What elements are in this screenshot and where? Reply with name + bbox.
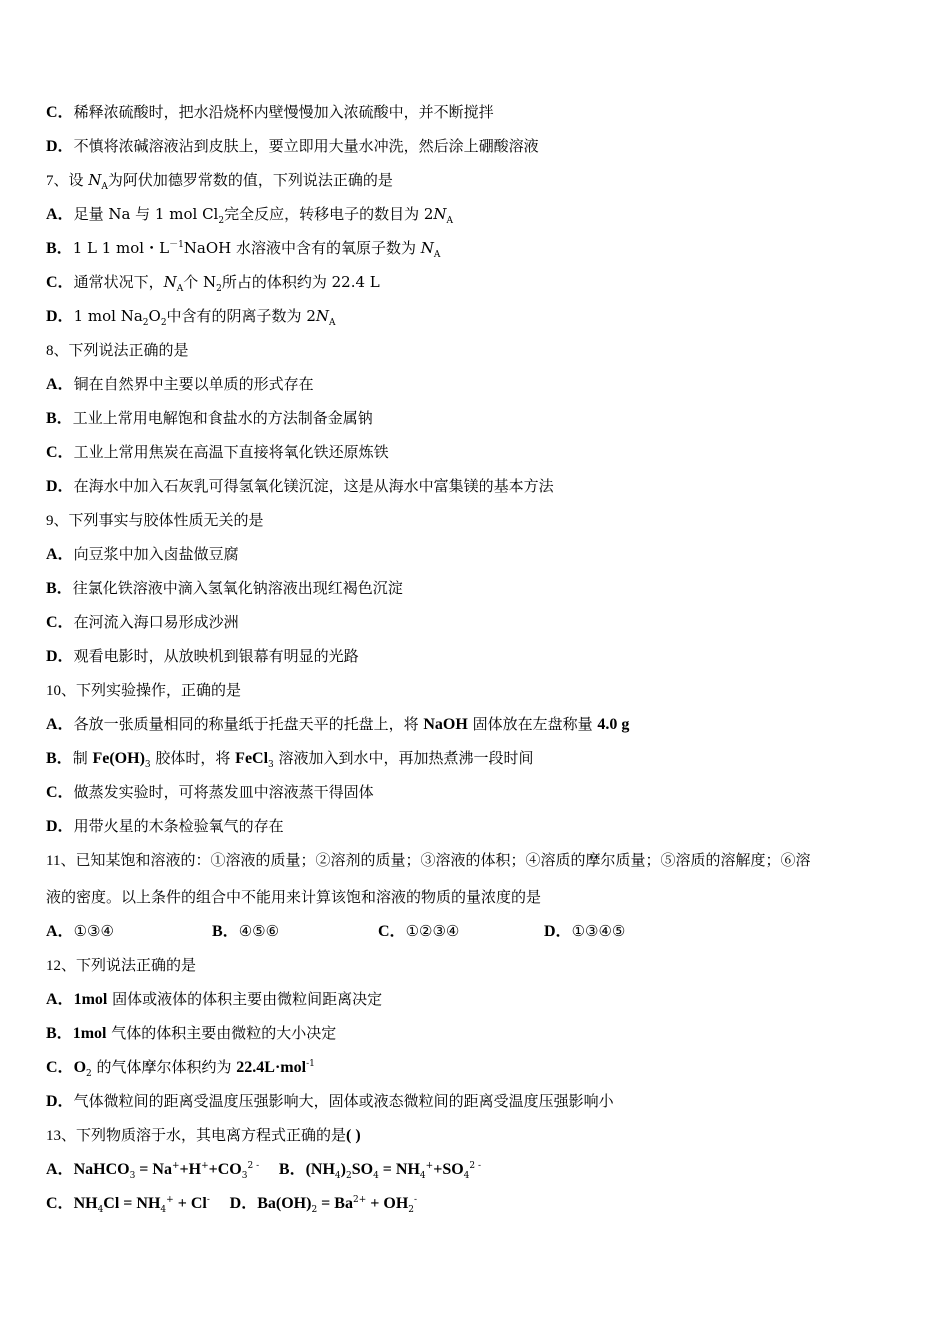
- text: 制: [72, 749, 93, 767]
- option-label: A．: [46, 1161, 74, 1178]
- option-label: C．: [46, 784, 74, 801]
- text: 做蒸发实验时，可将蒸发皿中溶液蒸干得固体: [73, 783, 374, 801]
- formula-text: Cl = NH: [103, 1195, 161, 1212]
- subscript: 4: [419, 1171, 426, 1181]
- answer-option: [46, 1020, 916, 1054]
- text: 铜在自然界中主要以单质的形式存在: [73, 375, 314, 393]
- text: 完全反应，转移电子的数目为 2: [224, 205, 434, 223]
- answer-option: [46, 779, 916, 813]
- formula-text: = Ba: [317, 1195, 353, 1212]
- formula-text: NaOH: [423, 716, 468, 733]
- subscript: 2: [86, 1069, 92, 1079]
- option-label: A．: [46, 206, 74, 223]
- answer-option: [46, 745, 916, 779]
- answer-option: [46, 813, 916, 847]
- answer-option: [46, 711, 916, 745]
- formula-text: SO: [351, 1161, 374, 1178]
- subscript: 3: [241, 1171, 248, 1181]
- answer-option: [46, 1088, 916, 1122]
- subscript: 4: [97, 1205, 104, 1215]
- answer-option: [46, 918, 212, 952]
- option-label: D．: [46, 308, 74, 325]
- italic-symbol: N: [163, 273, 177, 291]
- option-label: A．: [46, 376, 74, 393]
- italic-symbol: N: [315, 307, 329, 325]
- option-label: C．: [46, 104, 74, 121]
- text: 在海水中加入石灰乳可得氢氧化镁沉淀，这是从海水中富集镁的基本方法: [73, 477, 554, 495]
- subscript: 2: [311, 1205, 318, 1215]
- subscript: A: [176, 284, 184, 294]
- subscript: 4: [334, 1171, 341, 1181]
- option-label: B．: [278, 1161, 306, 1178]
- formula-text: Ba(OH): [257, 1195, 312, 1212]
- subscript: 2: [408, 1205, 414, 1215]
- answer-option: [46, 1156, 916, 1190]
- subscript: A: [446, 216, 454, 226]
- formula-text: Fe(OH): [92, 750, 145, 767]
- question-number: 11、: [46, 853, 76, 869]
- option-label: A．: [46, 923, 74, 940]
- formula-text: ): [340, 1161, 346, 1178]
- subscript: 2: [160, 318, 167, 328]
- option-label: C．: [46, 1195, 74, 1212]
- subscript: 2: [218, 216, 225, 226]
- formula-text: +SO: [433, 1161, 464, 1178]
- text: 足量 Na 与 1 mol Cl: [73, 205, 219, 223]
- formula-text: 1mol: [72, 1025, 107, 1042]
- text: [259, 1160, 279, 1178]
- answer-option: [46, 1054, 916, 1088]
- option-label: C．: [378, 923, 406, 940]
- text: 下列说法正确的是: [68, 341, 189, 359]
- italic-symbol: N: [88, 171, 102, 189]
- option-label: D．: [46, 818, 74, 835]
- question-stem: [46, 677, 916, 711]
- text: 不慎将浓碱溶液沾到皮肤上，要立即用大量水冲洗，然后涂上硼酸溶液: [73, 137, 539, 155]
- text: 胶体时，将: [150, 749, 236, 767]
- option-label: B．: [46, 750, 73, 767]
- subscript: A: [101, 182, 108, 192]
- superscript: +: [425, 1161, 434, 1171]
- superscript: 2 -: [469, 1161, 482, 1171]
- answer-option: [46, 609, 916, 643]
- answer-option: [46, 643, 916, 677]
- question-number: 8、: [46, 343, 69, 359]
- option-label: A．: [46, 991, 74, 1008]
- text: 液的密度。以上条件的组合中不能用来计算该饱和溶液的物质的量浓度的是: [46, 888, 542, 906]
- subscript: 2: [345, 1171, 352, 1181]
- text: 在河流入海口易形成沙洲: [73, 613, 239, 631]
- answer-option: [46, 405, 916, 439]
- formula-text: +CO: [208, 1161, 242, 1178]
- formula-text: (NH: [305, 1161, 335, 1178]
- text: 下列说法正确的是: [76, 956, 197, 974]
- answer-option: [46, 235, 916, 269]
- subscript: 3: [129, 1171, 136, 1181]
- text: 溶液加入到水中，再加热煮沸一段时间: [273, 749, 534, 767]
- option-text: ①②③④: [405, 922, 460, 940]
- answer-option: [46, 201, 916, 235]
- question-number: 13、: [46, 1128, 77, 1144]
- option-label: D．: [544, 923, 572, 940]
- subscript: 4: [160, 1205, 167, 1215]
- formula-text: ( ): [346, 1127, 361, 1144]
- text: 设: [68, 171, 89, 189]
- option-label: C．: [46, 1059, 74, 1076]
- superscript: 2 -: [247, 1161, 260, 1171]
- text: 为阿伏加德罗常数的值，下列说法正确的是: [107, 171, 393, 189]
- question-number: 9、: [46, 513, 69, 529]
- question-number: 7、: [46, 173, 69, 189]
- answer-option: [46, 439, 916, 473]
- text: 通常状况下，: [73, 273, 164, 291]
- text: 工业上常用焦炭在高温下直接将氧化铁还原炼铁: [73, 443, 389, 461]
- option-label: D．: [46, 648, 74, 665]
- text: 固体或液体的体积主要由微粒间距离决定: [107, 990, 383, 1008]
- option-label: B．: [46, 410, 73, 427]
- text: 中含有的阴离子数为 2: [166, 307, 316, 325]
- formula-text: 4.0 g: [597, 716, 630, 733]
- superscript: -1: [306, 1059, 315, 1069]
- formula-text: +H: [179, 1161, 202, 1178]
- superscript: 2+: [352, 1195, 367, 1205]
- text: 个 N: [183, 273, 217, 291]
- text: 固体放在左盘称量: [467, 715, 598, 733]
- text: [210, 1194, 230, 1212]
- text: 气体的体积主要由微粒的大小决定: [106, 1024, 337, 1042]
- text: 的气体摩尔体积约为: [91, 1058, 237, 1076]
- text: 各放一张质量相同的称量纸于托盘天平的托盘上，将: [73, 715, 424, 733]
- answer-option: [46, 473, 916, 507]
- italic-symbol: N: [433, 205, 447, 223]
- formula-text: + Cl: [173, 1195, 207, 1212]
- formula-text: NH: [73, 1195, 98, 1212]
- superscript: －1: [169, 240, 184, 250]
- text: 用带火星的木条检验氧气的存在: [73, 817, 284, 835]
- question-stem: [46, 1122, 916, 1156]
- answer-option: [46, 575, 916, 609]
- text: NaOH 水溶液中含有的氧原子数为: [183, 239, 421, 257]
- text: 1 L 1 mol・L: [72, 239, 170, 257]
- option-label: A．: [46, 546, 74, 563]
- answer-option: [544, 918, 710, 952]
- superscript: +: [171, 1161, 180, 1171]
- subscript: 2: [142, 318, 149, 328]
- formula-text: 22.4L·mol: [236, 1059, 307, 1076]
- option-label: D．: [229, 1195, 258, 1212]
- superscript: -: [206, 1195, 210, 1205]
- answer-option: [46, 986, 916, 1020]
- question-stem: [46, 952, 916, 986]
- superscript: +: [166, 1195, 174, 1205]
- subscript: 4: [373, 1171, 379, 1181]
- answer-option: [46, 371, 916, 405]
- answer-option: [212, 918, 378, 952]
- text: 下列实验操作，正确的是: [76, 681, 242, 699]
- subscript: 3: [268, 760, 274, 770]
- question-stem: [46, 847, 916, 884]
- option-label: C．: [46, 444, 74, 461]
- subscript: 3: [144, 760, 151, 770]
- question-stem: [46, 167, 916, 201]
- text: O: [148, 307, 161, 325]
- question-number: 10、: [46, 683, 77, 699]
- option-label: D．: [46, 138, 74, 155]
- question-number: 12、: [46, 958, 77, 974]
- superscript: -: [414, 1195, 418, 1205]
- question-stem: [46, 507, 916, 541]
- answer-option: [46, 303, 916, 337]
- subscript: A: [433, 250, 441, 260]
- text: 向豆浆中加入卤盐做豆腐: [73, 545, 239, 563]
- formula-text: = NH: [378, 1161, 420, 1178]
- answer-option: [378, 918, 544, 952]
- subscript: 4: [463, 1171, 470, 1181]
- text: 1 mol Na: [73, 307, 143, 325]
- option-row: [46, 918, 916, 952]
- subscript: 2: [216, 284, 222, 294]
- answer-option: [46, 269, 916, 303]
- option-text: ④⑤⑥: [238, 922, 280, 940]
- document-page: [46, 99, 916, 1224]
- text: 已知某饱和溶液的：①溶液的质量；②溶剂的质量；③溶液的体积；④溶质的摩尔质量；⑤溶质的溶解度；⑥溶: [75, 851, 811, 869]
- superscript: +: [201, 1161, 209, 1171]
- formula-text: O: [73, 1059, 87, 1076]
- option-label: B．: [46, 240, 73, 257]
- text: 下列事实与胶体性质无关的是: [68, 511, 264, 529]
- option-label: A．: [46, 716, 74, 733]
- answer-option: [46, 1190, 916, 1224]
- option-text: ①③④⑤: [571, 922, 626, 940]
- text: 工业上常用电解饱和食盐水的方法制备金属钠: [72, 409, 373, 427]
- text: 气体微粒间的距离受温度压强影响大，固体或液态微粒间的距离受温度压强影响小: [73, 1092, 614, 1110]
- answer-option: [46, 99, 916, 133]
- text: 所占的体积约为 22.4 L: [221, 273, 380, 291]
- formula-text: = Na: [135, 1161, 172, 1178]
- option-label: C．: [46, 274, 74, 291]
- question-stem: [46, 337, 916, 371]
- text: 往氯化铁溶液中滴入氢氧化钠溶液出现红褐色沉淀: [72, 579, 403, 597]
- text: 下列物质溶于水，其电离方程式正确的是: [76, 1126, 347, 1144]
- option-label: B．: [46, 1025, 73, 1042]
- option-label: B．: [46, 580, 73, 597]
- formula-text: NaHCO: [73, 1161, 130, 1178]
- option-label: B．: [212, 923, 239, 940]
- option-text: ①③④: [73, 922, 114, 940]
- option-label: D．: [46, 478, 74, 495]
- option-label: D．: [46, 1093, 74, 1110]
- formula-text: + OH: [366, 1195, 409, 1212]
- text: 稀释浓硫酸时，把水沿烧杯内壁慢慢加入浓硫酸中，并不断搅拌: [73, 103, 494, 121]
- subscript: A: [328, 318, 336, 328]
- text: 观看电影时，从放映机到银幕有明显的光路: [73, 647, 359, 665]
- italic-symbol: N: [420, 239, 434, 257]
- option-label: C．: [46, 614, 74, 631]
- text-line: [46, 884, 916, 918]
- formula-text: 1mol: [73, 991, 108, 1008]
- formula-text: FeCl: [235, 750, 269, 767]
- answer-option: [46, 133, 916, 167]
- answer-option: [46, 541, 916, 575]
